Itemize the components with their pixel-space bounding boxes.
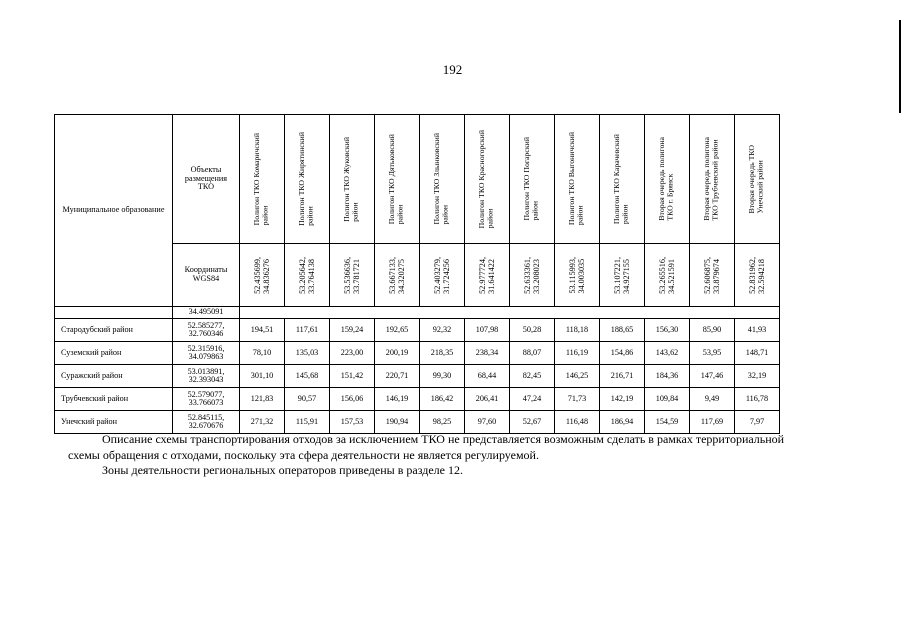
facility-name: Полигон ТКО Комаричский район: [252, 132, 270, 226]
distance-value: 68,44: [465, 365, 510, 388]
municipality-coord: 52.845115, 32.670676: [173, 411, 240, 434]
facility-coord-text: 53.107221, 34.927155: [612, 256, 631, 294]
municipality-name: Трубчевский район: [55, 388, 173, 411]
distance-value: 192,65: [375, 319, 420, 342]
facility-name: Вторая очередь ТКО Унечский район: [747, 144, 765, 214]
page-number: 192: [442, 62, 463, 77]
facility-header-4: [375, 115, 420, 244]
distance-value: 186,42: [420, 388, 465, 411]
distance-value: 206,41: [465, 388, 510, 411]
facility-name: Полигон ТКО Жирятинский район: [297, 132, 315, 226]
distance-value: 116,48: [555, 411, 600, 434]
paragraph-1-line-2: схемы обращения с отходами, поскольку эта сфера деятельности не является регулируемой.: [68, 447, 539, 462]
distance-value: 90,57: [285, 388, 330, 411]
facility-header-5: [420, 115, 465, 244]
distance-value: 220,71: [375, 365, 420, 388]
distance-value: 156,06: [330, 388, 375, 411]
description-text: [68, 432, 865, 479]
facility-header-6: [465, 115, 510, 244]
page-edge-mark: [899, 20, 901, 113]
facility-name: Полигон ТКО Дятьковский район: [387, 133, 405, 225]
municipality-name: Суземский район: [55, 342, 173, 365]
facility-name: Вторая очередь полигона ТКО Трубчевский район: [702, 137, 720, 221]
distance-value: 88,07: [510, 342, 555, 365]
facility-name: Полигон ТКО Жуковский район: [342, 136, 360, 222]
distance-value: 115,91: [285, 411, 330, 434]
distance-value: 146,25: [555, 365, 600, 388]
distance-value: 52,67: [510, 411, 555, 434]
facility-name: Полигон ТКО Злынковский район: [432, 133, 450, 225]
carry-empty-cell: [55, 307, 173, 319]
facility-coord-text: 52.403279, 31.724256: [432, 256, 451, 294]
distance-value: 97,60: [465, 411, 510, 434]
distance-value: 184,36: [645, 365, 690, 388]
distance-value: 143,62: [645, 342, 690, 365]
municipality-coord: 52.579077, 33.766073: [173, 388, 240, 411]
carry-coord: 34.495091: [173, 307, 240, 319]
facility-coord-2: [285, 244, 330, 307]
facility-header-12: [735, 115, 780, 244]
paragraph-2: Зоны деятельности региональных операторов приведены в разделе 12.: [102, 463, 463, 477]
distance-value: 238,34: [465, 342, 510, 365]
facility-coord-text: 53.265516, 34.521591: [657, 256, 676, 294]
facility-coord-text: 52.831962, 32.594218: [747, 256, 766, 294]
municipality-name: Стародубский район: [55, 319, 173, 342]
distance-value: 142,19: [600, 388, 645, 411]
facility-header-7: [510, 115, 555, 244]
facility-header-2: [285, 115, 330, 244]
facility-coord-text: 53.205642, 33.764138: [297, 256, 316, 294]
facility-coord-text: 52.633361, 33.208023: [522, 256, 541, 294]
facility-header-row: [55, 115, 780, 244]
facility-header-9: [600, 115, 645, 244]
table-row: [55, 342, 780, 365]
facility-coord-11: [690, 244, 735, 307]
municipality-name: Унечский район: [55, 411, 173, 434]
distance-value: 50,28: [510, 319, 555, 342]
distance-value: 151,42: [330, 365, 375, 388]
facility-coord-text: 52.435699, 34.836276: [252, 256, 271, 294]
distance-value: 47,24: [510, 388, 555, 411]
facility-coord-text: 52.606875, 33.879674: [702, 256, 721, 294]
distance-value: 98,25: [420, 411, 465, 434]
distance-value: 107,98: [465, 319, 510, 342]
distance-value: 200,19: [375, 342, 420, 365]
distance-value: 218,35: [420, 342, 465, 365]
distance-value: 121,83: [240, 388, 285, 411]
distance-value: 71,73: [555, 388, 600, 411]
distance-value: 223,00: [330, 342, 375, 365]
carry-filler: [240, 307, 780, 319]
table-row: [55, 319, 780, 342]
facility-header-8: [555, 115, 600, 244]
distance-value: 271,32: [240, 411, 285, 434]
distance-table: [54, 114, 780, 434]
table-row: [55, 411, 780, 434]
distance-value: 190,94: [375, 411, 420, 434]
facility-coord-text: 53.115993, 34.003035: [567, 256, 586, 294]
facility-name: Полигон ТКО Погарский район: [522, 137, 540, 221]
facility-header-11: [690, 115, 735, 244]
distance-value: 32,19: [735, 365, 780, 388]
facility-coord-text: 53.667133, 34.320275: [387, 256, 406, 294]
facility-coord-4: [375, 244, 420, 307]
table-row: [55, 388, 780, 411]
distance-value: 186,94: [600, 411, 645, 434]
distance-value: 154,59: [645, 411, 690, 434]
facility-coord-3: [330, 244, 375, 307]
distance-value: 116,19: [555, 342, 600, 365]
objects-header: [173, 115, 240, 244]
distance-value: 188,65: [600, 319, 645, 342]
facility-name: Вторая очередь полигона ТКО г. Брянск: [657, 137, 675, 221]
municipality-name: Суражский район: [55, 365, 173, 388]
facility-coord-5: [420, 244, 465, 307]
distance-value: 7,97: [735, 411, 780, 434]
facility-name: Полигон ТКО Выгоничский район: [567, 132, 585, 226]
facility-coord-9: [600, 244, 645, 307]
distance-value: 117,69: [690, 411, 735, 434]
distance-value: 116,78: [735, 388, 780, 411]
objects-header-label: Объекты размещения ТКО: [184, 165, 228, 192]
distance-value: 148,71: [735, 342, 780, 365]
facility-coord-12: [735, 244, 780, 307]
distance-value: 157,53: [330, 411, 375, 434]
facility-coord-1: [240, 244, 285, 307]
distance-value: 78,10: [240, 342, 285, 365]
table-row: [55, 365, 780, 388]
facility-header-10: [645, 115, 690, 244]
carry-row: [55, 307, 780, 319]
distance-value: 53,95: [690, 342, 735, 365]
facility-header-1: [240, 115, 285, 244]
distance-value: 147,46: [690, 365, 735, 388]
facility-coord-10: [645, 244, 690, 307]
distance-value: 41,93: [735, 319, 780, 342]
distance-value: 92,32: [420, 319, 465, 342]
municipality-coord: 52.585277, 32.760346: [173, 319, 240, 342]
distance-value: 109,84: [645, 388, 690, 411]
facility-coord-7: [510, 244, 555, 307]
facility-coord-8: [555, 244, 600, 307]
distance-value: 154,86: [600, 342, 645, 365]
distance-value: 216,71: [600, 365, 645, 388]
coordinates-header: [173, 244, 240, 307]
facility-name: Полигон ТКО Карачевский район: [612, 133, 630, 225]
municipality-coord: 52.315916, 34.079863: [173, 342, 240, 365]
facility-coord-text: 52.977724, 31.641422: [477, 256, 496, 294]
distance-value: 9,49: [690, 388, 735, 411]
distance-value: 194,51: [240, 319, 285, 342]
distance-value: 99,30: [420, 365, 465, 388]
paragraph-1-line-1: Описание схемы транспортирования отходов за исключением ТКО не представляется возможным сделать в рамках территориальной: [102, 432, 785, 446]
facility-coord-text: 53.536636, 33.781721: [342, 256, 361, 294]
municipality-coord: 53.013891, 32.393043: [173, 365, 240, 388]
distance-value: 117,61: [285, 319, 330, 342]
coordinates-header-label: Координаты WGS84: [184, 265, 228, 283]
distance-value: 146,19: [375, 388, 420, 411]
distance-value: 85,90: [690, 319, 735, 342]
facility-coord-6: [465, 244, 510, 307]
facility-name: Полигон ТКО Красногорский район: [477, 129, 495, 229]
distance-value: 82,45: [510, 365, 555, 388]
distance-value: 156,30: [645, 319, 690, 342]
distance-value: 118,18: [555, 319, 600, 342]
municipality-header: Муниципальное образование: [55, 115, 173, 307]
distance-value: 159,24: [330, 319, 375, 342]
distance-value: 145,68: [285, 365, 330, 388]
distance-value: 301,10: [240, 365, 285, 388]
distance-value: 135,03: [285, 342, 330, 365]
facility-header-3: [330, 115, 375, 244]
